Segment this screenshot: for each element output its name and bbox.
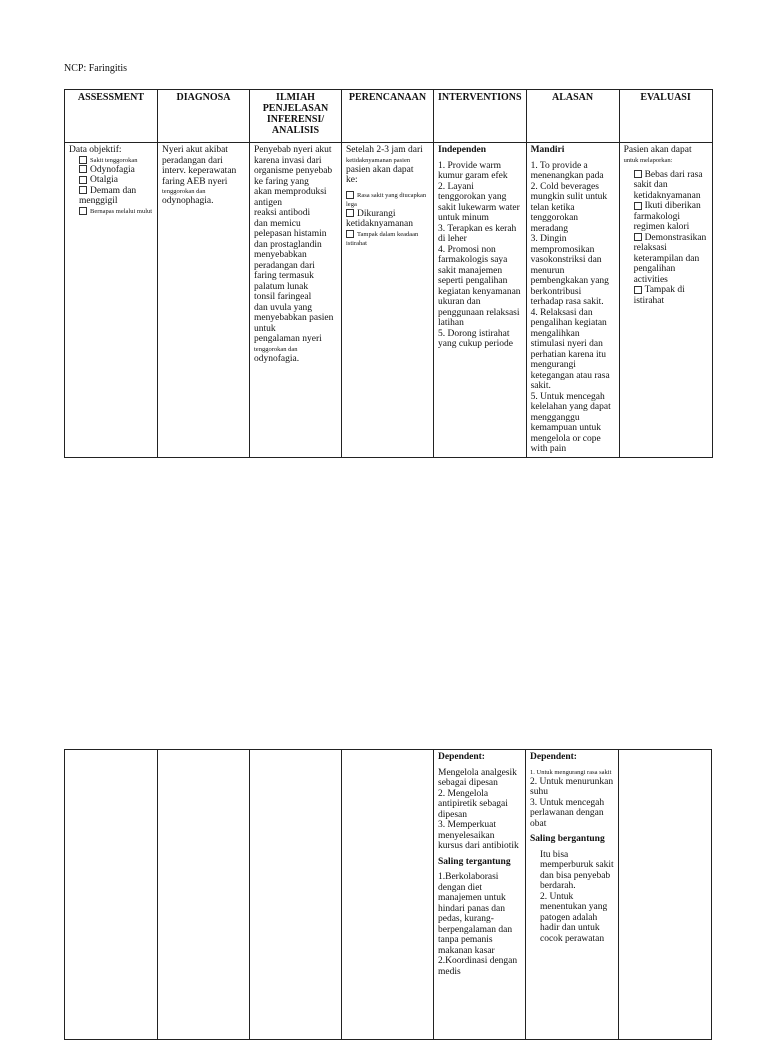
text-line: pengalaman nyeri [254,334,322,344]
text-line: pasien akan dapat [346,164,414,175]
section-heading: Saling tergantung [438,856,511,867]
text-line: Penyebab nyeri akut [254,145,332,155]
list-item: 2. Mengelola antipiretik sebagai dipesan [438,788,508,820]
section-heading: Dependent: [530,752,577,762]
text-line: Pasien akan dapat [623,145,692,155]
cell-evaluasi [619,143,712,458]
cell-alasan [526,143,619,458]
list-item: Bebas dari rasa sakit dan ketidaknyamanan [633,169,703,201]
list-item: Bernapas melalui mulut [79,207,153,216]
list-item: 5. Untuk mencegah kelelahan yang dapat mengganggu kemampuan untuk mengelola or cope with pain [530,391,611,454]
text-line: ke faring yang [254,176,309,187]
section-heading: Saling bergantung [530,834,605,844]
list-item: Rasa sakit yang diucapkan lega [346,191,427,208]
text-line: tenggorokan dan [162,188,206,195]
checkbox-icon [346,191,354,199]
list-item: 2. Untuk menentukan yang patogen adalah hadir dan untuk cocok perawatan [540,891,608,944]
header-ilmiah: ILMIAH PENJELASAN INFERENSI/ ANALISIS [250,90,342,143]
checkbox-icon [79,165,87,173]
header-assessment: ASSESSMENT [65,90,158,143]
header-evaluasi: EVALUASI [619,90,712,143]
text-line: tonsil faringeal [254,292,312,302]
text-line: menyebabkan pasien untuk [254,313,334,334]
list-item: Demam dan menggigil [79,185,137,206]
list-item: Mengelola analgesik sebagai dipesan [438,767,517,788]
text-line: karena invasi dari [254,155,322,166]
list-item: 2. Layani tenggorokan yang sakit lukewarm water untuk minum [438,181,520,223]
section-heading: Independen [438,145,487,155]
checkbox-icon [634,170,642,178]
list-item: 4. Promosi non farmakologis saya sakit manajemen seperti pengalihan kegiatan kenyamanan ukuran dan penggunaan relaksasi latihan [438,244,521,328]
text-line: palatum lunak [254,281,309,292]
checkbox-icon [634,202,642,210]
list-item: Tampak dalam keadaan istirahat [346,230,419,247]
list-item: 2. Cold beverages mungkin sulit untuk telan ketika tenggorokan meradang [530,181,608,234]
list-item: 3. Dingin mempromosikan vasokonstriksi dan menurun pembengkakan yang berkontribusi terhadap rasa sakit. [530,234,609,307]
cell-alasan-dependent [526,750,619,1040]
checkbox-icon [79,156,87,164]
text-line: akan memproduksi antigen [254,187,327,208]
header-diagnosa: DIAGNOSA [158,90,250,143]
cell-ilmiah-empty [250,750,342,1040]
list-item: 1. To provide a menenangkan pada [530,160,604,181]
text-line: dan memicu [254,218,301,229]
cell-diagnosa [158,143,250,458]
list-item: 5. Dorong istirahat yang cukup periode [438,328,513,349]
list-item: 2.Koordinasi dengan medis [438,956,518,977]
text-line: reaksi antibodi [254,208,311,218]
text-line: faring termasuk [254,271,314,281]
list-item: Tampak di istirahat [633,285,685,306]
text-line: organisme penyebab [254,166,333,176]
text-line: odynofagia. [254,353,300,364]
checkbox-icon [79,176,87,184]
text-line: menyebabkan [254,250,307,260]
list-item: Odynofagia [79,165,153,176]
text-line: dan prostaglandin [254,239,322,250]
checkbox-icon [79,207,87,215]
checkbox-icon [634,286,642,294]
checkbox-icon [634,233,642,241]
text-line: faring AEB nyeri [162,176,228,187]
list-item: Itu bisa memperburuk sakit dan bisa penyebab berdarah. [540,849,614,891]
text-line: ketidaknyamanan pasien [346,156,411,164]
cell-interventions-dependent [434,750,526,1040]
text-line: peradangan dari [254,260,315,271]
header-alasan: ALASAN [526,90,619,143]
list-item: 2. Untuk menurunkan suhu [530,776,614,797]
text-line: peradangan dari interv. keperawatan [162,155,237,176]
list-item: Otalgia [79,175,153,186]
list-item: Sakit tenggorokan [79,156,153,165]
cell-evaluasi-empty [619,750,712,1040]
text-line: ke: [346,175,358,185]
assessment-title: Data objektif: [69,145,122,155]
text-line: untuk melaporkan: [623,156,673,164]
text-line: pelepasan histamin [254,229,327,239]
list-item: Ikuti diberikan farmakologi regimen kalori [633,201,701,232]
header-interventions: INTERVENTIONS [434,90,527,143]
list-item: 1. Untuk mengurangi rasa sakit [530,768,612,776]
list-item: 3. Terapkan es kerah di leher [438,223,517,244]
text-line: dan uvula yang [254,302,313,313]
cell-perencanaan-empty [342,750,434,1040]
document-title: NCP: Faringitis [64,63,128,74]
cell-interventions [434,143,527,458]
cell-diagnosa-empty [158,750,250,1040]
checkbox-icon [79,186,87,194]
cell-assessment [65,143,158,458]
list-item: Dikurangi ketidaknyamanan [346,208,414,229]
list-item: 3. Untuk mencegah perlawanan dengan obat [530,797,605,829]
cell-ilmiah [250,143,342,458]
text-line: odynophagia. [162,196,214,206]
list-item: 1. Provide warm kumur garam efek [438,160,508,181]
checkbox-icon [346,230,354,238]
cell-perencanaan [342,143,434,458]
section-heading: Dependent: [438,752,485,762]
section-heading: Mandiri [530,145,565,155]
table-row [65,143,713,458]
text-line: Nyeri akut akibat [162,145,228,155]
list-item: Demonstrasikan relaksasi keterampilan dan pengalihan activities [633,232,707,285]
checkbox-icon [346,209,354,217]
header-row [65,90,713,143]
list-item: 3. Memperkuat menyelesaikan kursus dari antibiotik [438,820,519,851]
table-row [65,750,712,1040]
ncp-table-continued [64,749,712,1040]
cell-assessment-empty [65,750,158,1040]
header-perencanaan: PERENCANAAN [342,90,434,143]
text-line: Setelah 2-3 jam dari [346,145,423,155]
list-item: 4. Relaksasi dan pengalihan kegiatan mengalihkan stimulasi nyeri dan perhatian karena itu mengurangi ketegangan atau rasa sakit. [530,307,610,391]
ncp-table [64,89,713,458]
list-item: 1.Berkolaborasi dengan diet manajemen untuk hindari panas dan pedas, kurang-berpengalaman dan tanpa pemanis makanan kasar [438,872,513,956]
text-line: tenggorokan dan [254,345,298,353]
